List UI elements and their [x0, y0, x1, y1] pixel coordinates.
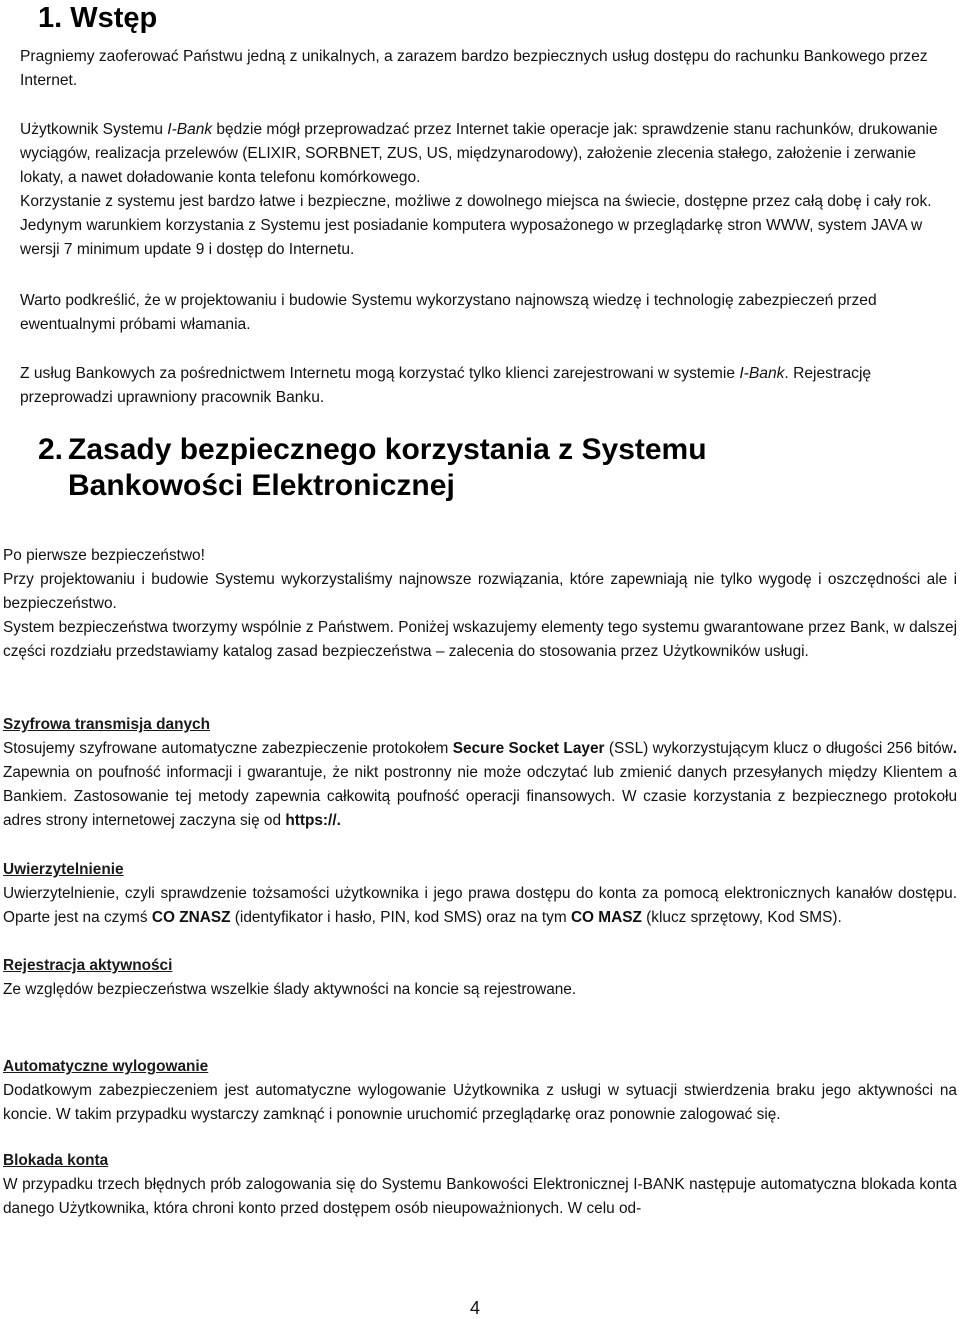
activity-log-section — [3, 954, 957, 1002]
paragraph-security-first: Po pierwsze bezpieczeństwo! — [3, 547, 205, 564]
section-2-title-line-1: Zasady bezpiecznego korzystania z Systemu — [68, 433, 707, 466]
section-1-operations — [20, 118, 940, 262]
section-2-number: 2. — [38, 433, 64, 466]
paragraph-registration: Z usług Bankowych za pośrednictwem Internetu mogą korzystać tylko klienci zarejestrowani w systemie I-Bank. Rejestrację przeprowadzi uprawniony pracownik Banku. — [20, 365, 872, 406]
ssl-protocol-name: Secure Socket Layer — [452, 740, 605, 757]
activity-log-paragraph: Ze względów bezpieczeństwa wszelkie ślady aktywności na koncie są rejestrowane. — [3, 981, 577, 998]
auto-logout-heading: Automatyczne wylogowanie — [3, 1058, 209, 1075]
ssl-section — [3, 713, 957, 833]
paragraph-technology: Warto podkreślić, że w projektowaniu i budowie Systemu wykorzystano najnowszą wiedzę i technologię zabezpieczeń przed ewentualnymi próbami włamania. — [20, 292, 877, 333]
section-2-title-line-2: Bankowości Elektronicznej — [68, 469, 455, 502]
auto-logout-section — [3, 1055, 957, 1127]
authentication-heading: Uwierzytelnienie — [3, 861, 124, 878]
co-masz: CO MASZ — [570, 909, 642, 926]
account-lock-heading: Blokada konta — [3, 1152, 109, 1169]
section-1-registration — [20, 362, 940, 410]
paragraph-security-system: System bezpieczeństwa tworzymy wspólnie z Państwem. Poniżej wskazujemy elementy tego systemu gwarantowane przez Bank, w dalszej części rozdziału przedstawiamy katalog zasad bezpieczeństwa – zalecenia do stosowania przez Użytkowników usługi. — [3, 619, 957, 660]
authentication-section — [3, 858, 957, 930]
authentication-paragraph: Uwierzytelnienie, czyli sprawdzenie tożsamości użytkownika i jego prawa dostępu do konta za pomocą elektronicznych kanałów dostępu. Oparte jest na czymś CO ZNASZ (identyfikator i hasło, PIN, kod SMS) oraz na tym CO MASZ (klucz sprzętowy, Kod SMS). — [3, 885, 957, 926]
co-znasz: CO ZNASZ — [151, 909, 231, 926]
paragraph-usage: Korzystanie z systemu jest bardzo łatwe i bezpieczne, możliwe z dowolnego miejsca na świecie, dostępne przez całą dobę i cały rok. Jedynym warunkiem korzystania z Systemu jest posiadanie komputera wyposażonego w przeglądarkę stron WWW, system JAVA w wersji 7 minimum update 9 i dostęp do Internetu. — [20, 193, 932, 258]
activity-log-heading: Rejestracja aktywności — [3, 957, 173, 974]
ibank-name: I-Bank — [739, 365, 785, 382]
section-1-intro — [20, 45, 940, 93]
page-number: 4 — [470, 1298, 481, 1318]
section-1-security-note — [20, 289, 940, 337]
auto-logout-paragraph: Dodatkowym zabezpieczeniem jest automatyczne wylogowanie Użytkownika z usługi w sytuacji stwierdzenia braku jego aktywności na koncie. W takim przypadku wystarczy zamknąć i ponownie uruchomić przeglądarkę oraz ponownie zalogować się. — [3, 1082, 957, 1123]
account-lock-section — [3, 1149, 957, 1221]
https-prefix: https://. — [285, 812, 341, 829]
paragraph-solutions: Przy projektowaniu i budowie Systemu wykorzystaliśmy najnowsze rozwiązania, które zapewniają nie tylko wygodę i oszczędności ale i bezpieczeństwo. — [3, 571, 957, 612]
paragraph-operations: Użytkownik Systemu I-Bank będzie mógł przeprowadzać przez Internet takie operacje jak: sprawdzenie stanu rachunków, drukowanie wyciągów, realizacja przelewów (ELIXIR, SORBNET, ZUS, US, międzynarodowy), założenie zlecenia stałego, założenie i zerwanie lokaty, a nawet doładowanie konta telefonu komórkowego. — [20, 121, 938, 186]
ssl-heading: Szyfrowa transmisja danych — [3, 716, 210, 733]
section-2-heading — [38, 432, 918, 504]
section-2-intro — [3, 544, 957, 664]
paragraph-offer: Pragniemy zaoferować Państwu jedną z unikalnych, a zarazem bardzo bezpiecznych usług dostępu do rachunku Bankowego przez Internet. — [20, 48, 928, 89]
ssl-paragraph: Stosujemy szyfrowane automatyczne zabezpieczenie protokołem Secure Socket Layer (SSL) wykorzystującym klucz o długości 256 bitów. Zapewnia on poufność informacji i gwarantuje, że nikt postronny nie może odczytać lub zmienić danych przesyłanych między Klientem a Bankiem. Zastosowanie tej metody zapewnia całkowitą poufność operacji finansowych. W czasie korzystania z bezpiecznego protokołu adres strony internetowej zaczyna się od https://. — [3, 740, 957, 829]
account-lock-paragraph: W przypadku trzech błędnych prób zalogowania się do Systemu Bankowości Elektronicznej I-BANK następuje automatyczna blokada konta danego Użytkownika, która chroni konto przed dostępem osób nieupoważnionych. W celu od- — [3, 1176, 957, 1217]
section-1-heading: 1. Wstęp — [38, 2, 158, 34]
ibank-name: I-Bank — [167, 121, 213, 138]
